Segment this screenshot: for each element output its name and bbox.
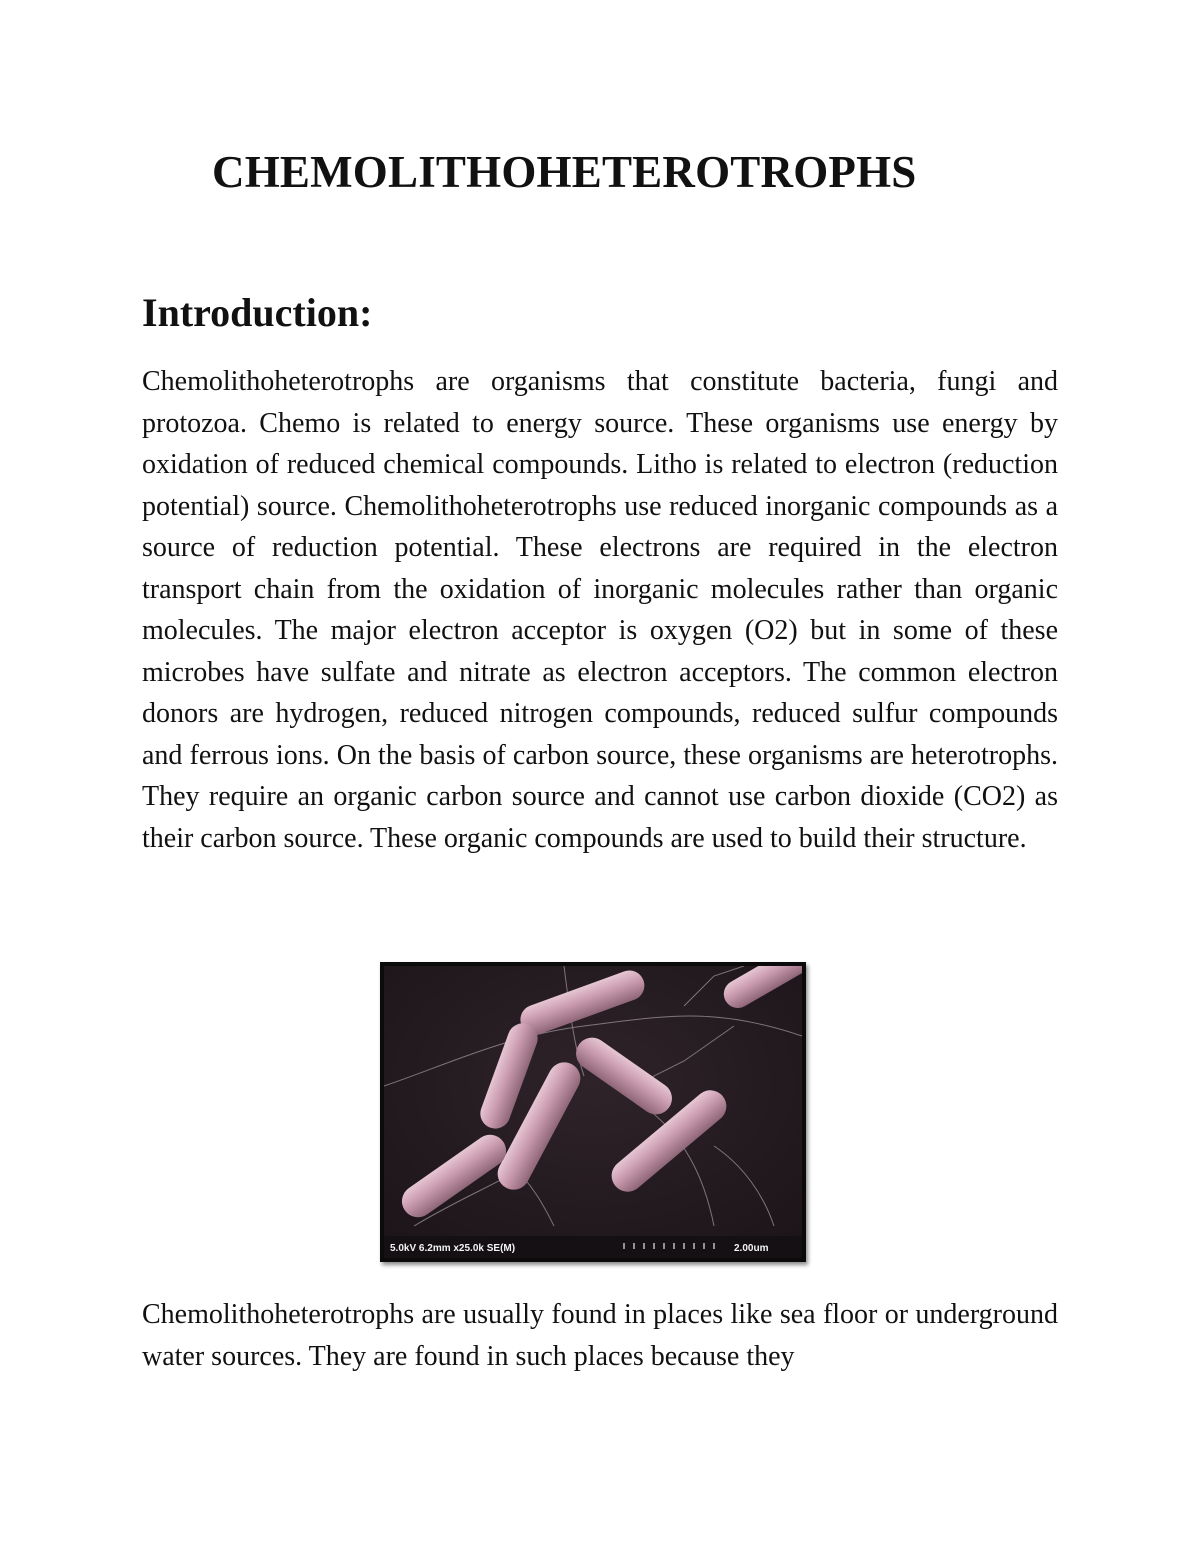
bacteria-micrograph-image (380, 962, 806, 1262)
micrograph-info-text: 5.0kV 6.2mm x25.0k SE(M) (390, 1243, 516, 1254)
introduction-paragraph: Chemolithoheterotrophs are organisms that constitute bacteria, fungi and protozoa. Chemo is related to energy source. These organisms use energy by oxidation of reduced chemical compounds. Litho is related to electron (reduction potential) source. Chemolithoheterotrophs use reduced inorganic compounds as a source of reduction potential. These electrons are required in the electron transport chain from the oxidation of inorganic molecules rather than organic molecules. The major electron acceptor is oxygen (O2) but in some of these microbes have sulfate and nitrate as electron acceptors. The common electron donors are hydrogen, reduced nitrogen compounds, reduced sulfur compounds and ferrous ions. On the basis of carbon source, these organisms are heterotrophs. They require an organic carbon source and cannot use carbon dioxide (CO2) as their carbon source. These organic compounds are used to build their structure. (142, 366, 1058, 854)
document-title: CHEMOLITHOHETEROTROPHS (212, 147, 917, 197)
habitat-paragraph: Chemolithoheterotrophs are usually found in places like sea floor or underground water sources. They are found in such places because they (142, 1299, 1058, 1372)
section-heading-introduction: Introduction: (142, 290, 373, 335)
scale-bar-label: 2.00um (734, 1243, 769, 1254)
micrograph-illustration (384, 966, 802, 1258)
